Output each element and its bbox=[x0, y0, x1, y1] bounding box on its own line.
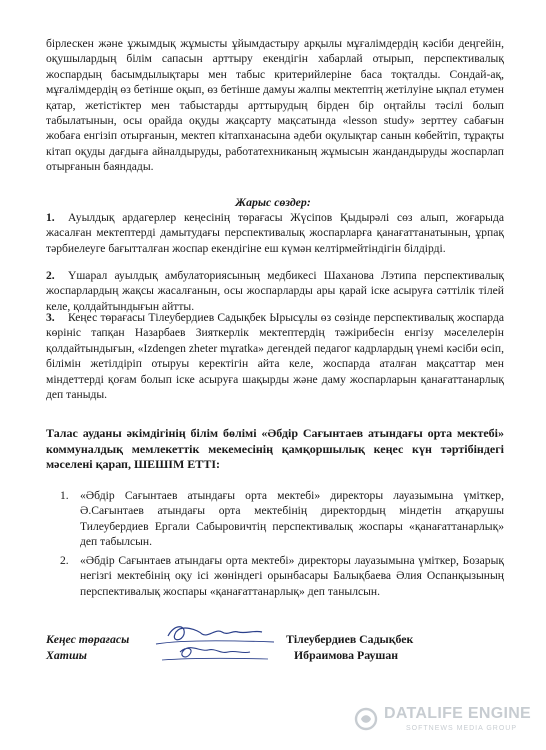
speech-number: 3. bbox=[46, 311, 55, 324]
chair-name: Тілеубердиев Садықбек bbox=[286, 632, 414, 646]
secretary-name: Ибраимова Раушан bbox=[294, 648, 399, 662]
decision-item bbox=[60, 488, 504, 550]
speeches-heading: Жарыс сөздер: bbox=[235, 195, 311, 209]
speech-item bbox=[46, 210, 504, 256]
decision-number: 1. bbox=[60, 489, 69, 502]
speech-text: Ауылдық ардагерлер кеңесінің төрағасы Жүсіпов Қыдырәлі сөз алып, жоғарыда жасалған мектептерді дамытудағы перспективалық жоспарларға қанағаттанатынын, ұрпақ тәрбиелеуге бағытталған жоспар екендігіне еш күмән келтірмейтіндігін білдірді. bbox=[46, 211, 504, 255]
datalife-watermark bbox=[354, 705, 534, 745]
watermark-subtitle: SOFTNEWS MEDIA GROUP bbox=[406, 725, 518, 732]
intro-paragraph: бірлескен және ұжымдық жұмысты ұйымдастыру арқылы мұғалімдердің кәсіби деңгейін, оқушылардың білім сапасын арттыру екендігін хабарлай отырып, перспективалық жоспардың басымдылықтары мен табыс критерийлеріне баса тоқталды. Сондай-ақ, мұғалімдердің өз бетінше оқып, өз бетінше дамуы жалпы мектептің жетілуіне ықпал етумен қатар, жетістіктер мен табыстарды арттырудың бірден бір оңтайлы тәсілі болып табылатынын, осы орайда оқуды жақсарту мақсатында «lesson study» зерттеу сабағын жобаға енгізіп отырғанын, мектеп кітапханасына әдеби оқулықтар санын көбейтіп, тұрақты кітап оқуды дағдыға айналдыруды, работатехниканың жұмысын жандандыруды жоспарлап отырғанын баяндады. bbox=[46, 37, 504, 174]
decision-item bbox=[60, 553, 504, 599]
decision-text: «Әбдір Сағынтаев атындағы орта мектебі» директоры лауазымына үміткер, Ә.Сағынтаев атындағы орта мектебінің директордың міндетін атқарушы Тилеубердиев Ергали Сабыровичтің перспективалық жоспары «қанағаттанарлық» деп табылсын. bbox=[80, 489, 504, 549]
speech-number: 2. bbox=[46, 269, 55, 282]
datalife-logo-icon bbox=[354, 707, 378, 731]
speech-item bbox=[46, 268, 504, 314]
watermark-title: DATALIFE ENGINE bbox=[384, 705, 532, 722]
speech-number: 1. bbox=[46, 211, 55, 224]
speech-text: Үшарал ауылдық амбулаториясының медбикесі Шаханова Лэтипа перспективалық жоспарлардың жақсы жасалғанын, осы жоспарларды ары қарай іске асыруға сәттілік тілей келе, қолдайтындығын айтты. bbox=[46, 269, 504, 313]
speech-item bbox=[46, 310, 504, 402]
decision-number: 2. bbox=[60, 554, 69, 567]
handwritten-signature bbox=[150, 620, 280, 664]
secretary-label: Хатшы bbox=[46, 648, 87, 662]
speech-text: Кеңес төрағасы Тілеубердиев Садықбек Ырысұлы өз сөзінде перспективалық жоспарда көрініс тапқан Назарбаев Зияткерлік мектептердің тәжірибесін енгізу мәселелерін қолдайтындығын, «Izdengen zheter mұratka» дегендей педагог кадрлардың үнемі кәсіби өсіп, білімін жетілдіріп отыруы керектігін айта келе, жоспарда аталған мақсаттар мен міндеттерді қоғам болып іске асыруға шақырды және даму жоспарларын қанағаттанарлық деп таныды. bbox=[46, 311, 504, 402]
resolution-paragraph: Талас ауданы әкімдігінің білім бөлімі «Әбдір Сағынтаев атындағы орта мектебі» коммуналдық мемлекеттік мекемесінің қамқоршылық кеңес күн тәртібіндегі мәселені қарап, ШЕШІМ ЕТТІ: bbox=[46, 426, 504, 472]
decision-text: «Әбдір Сағынтаев атындағы орта мектебі» директоры лауазымына үміткер, Бозарық негізгі мектебінің оқу ісі жөніндегі орынбасары Балықбаева Әлия Оспанқызының перспективалық жоспары «қанағаттанарлық» деп танылсын. bbox=[80, 554, 504, 598]
chair-label: Кеңес төрағасы bbox=[46, 632, 130, 646]
